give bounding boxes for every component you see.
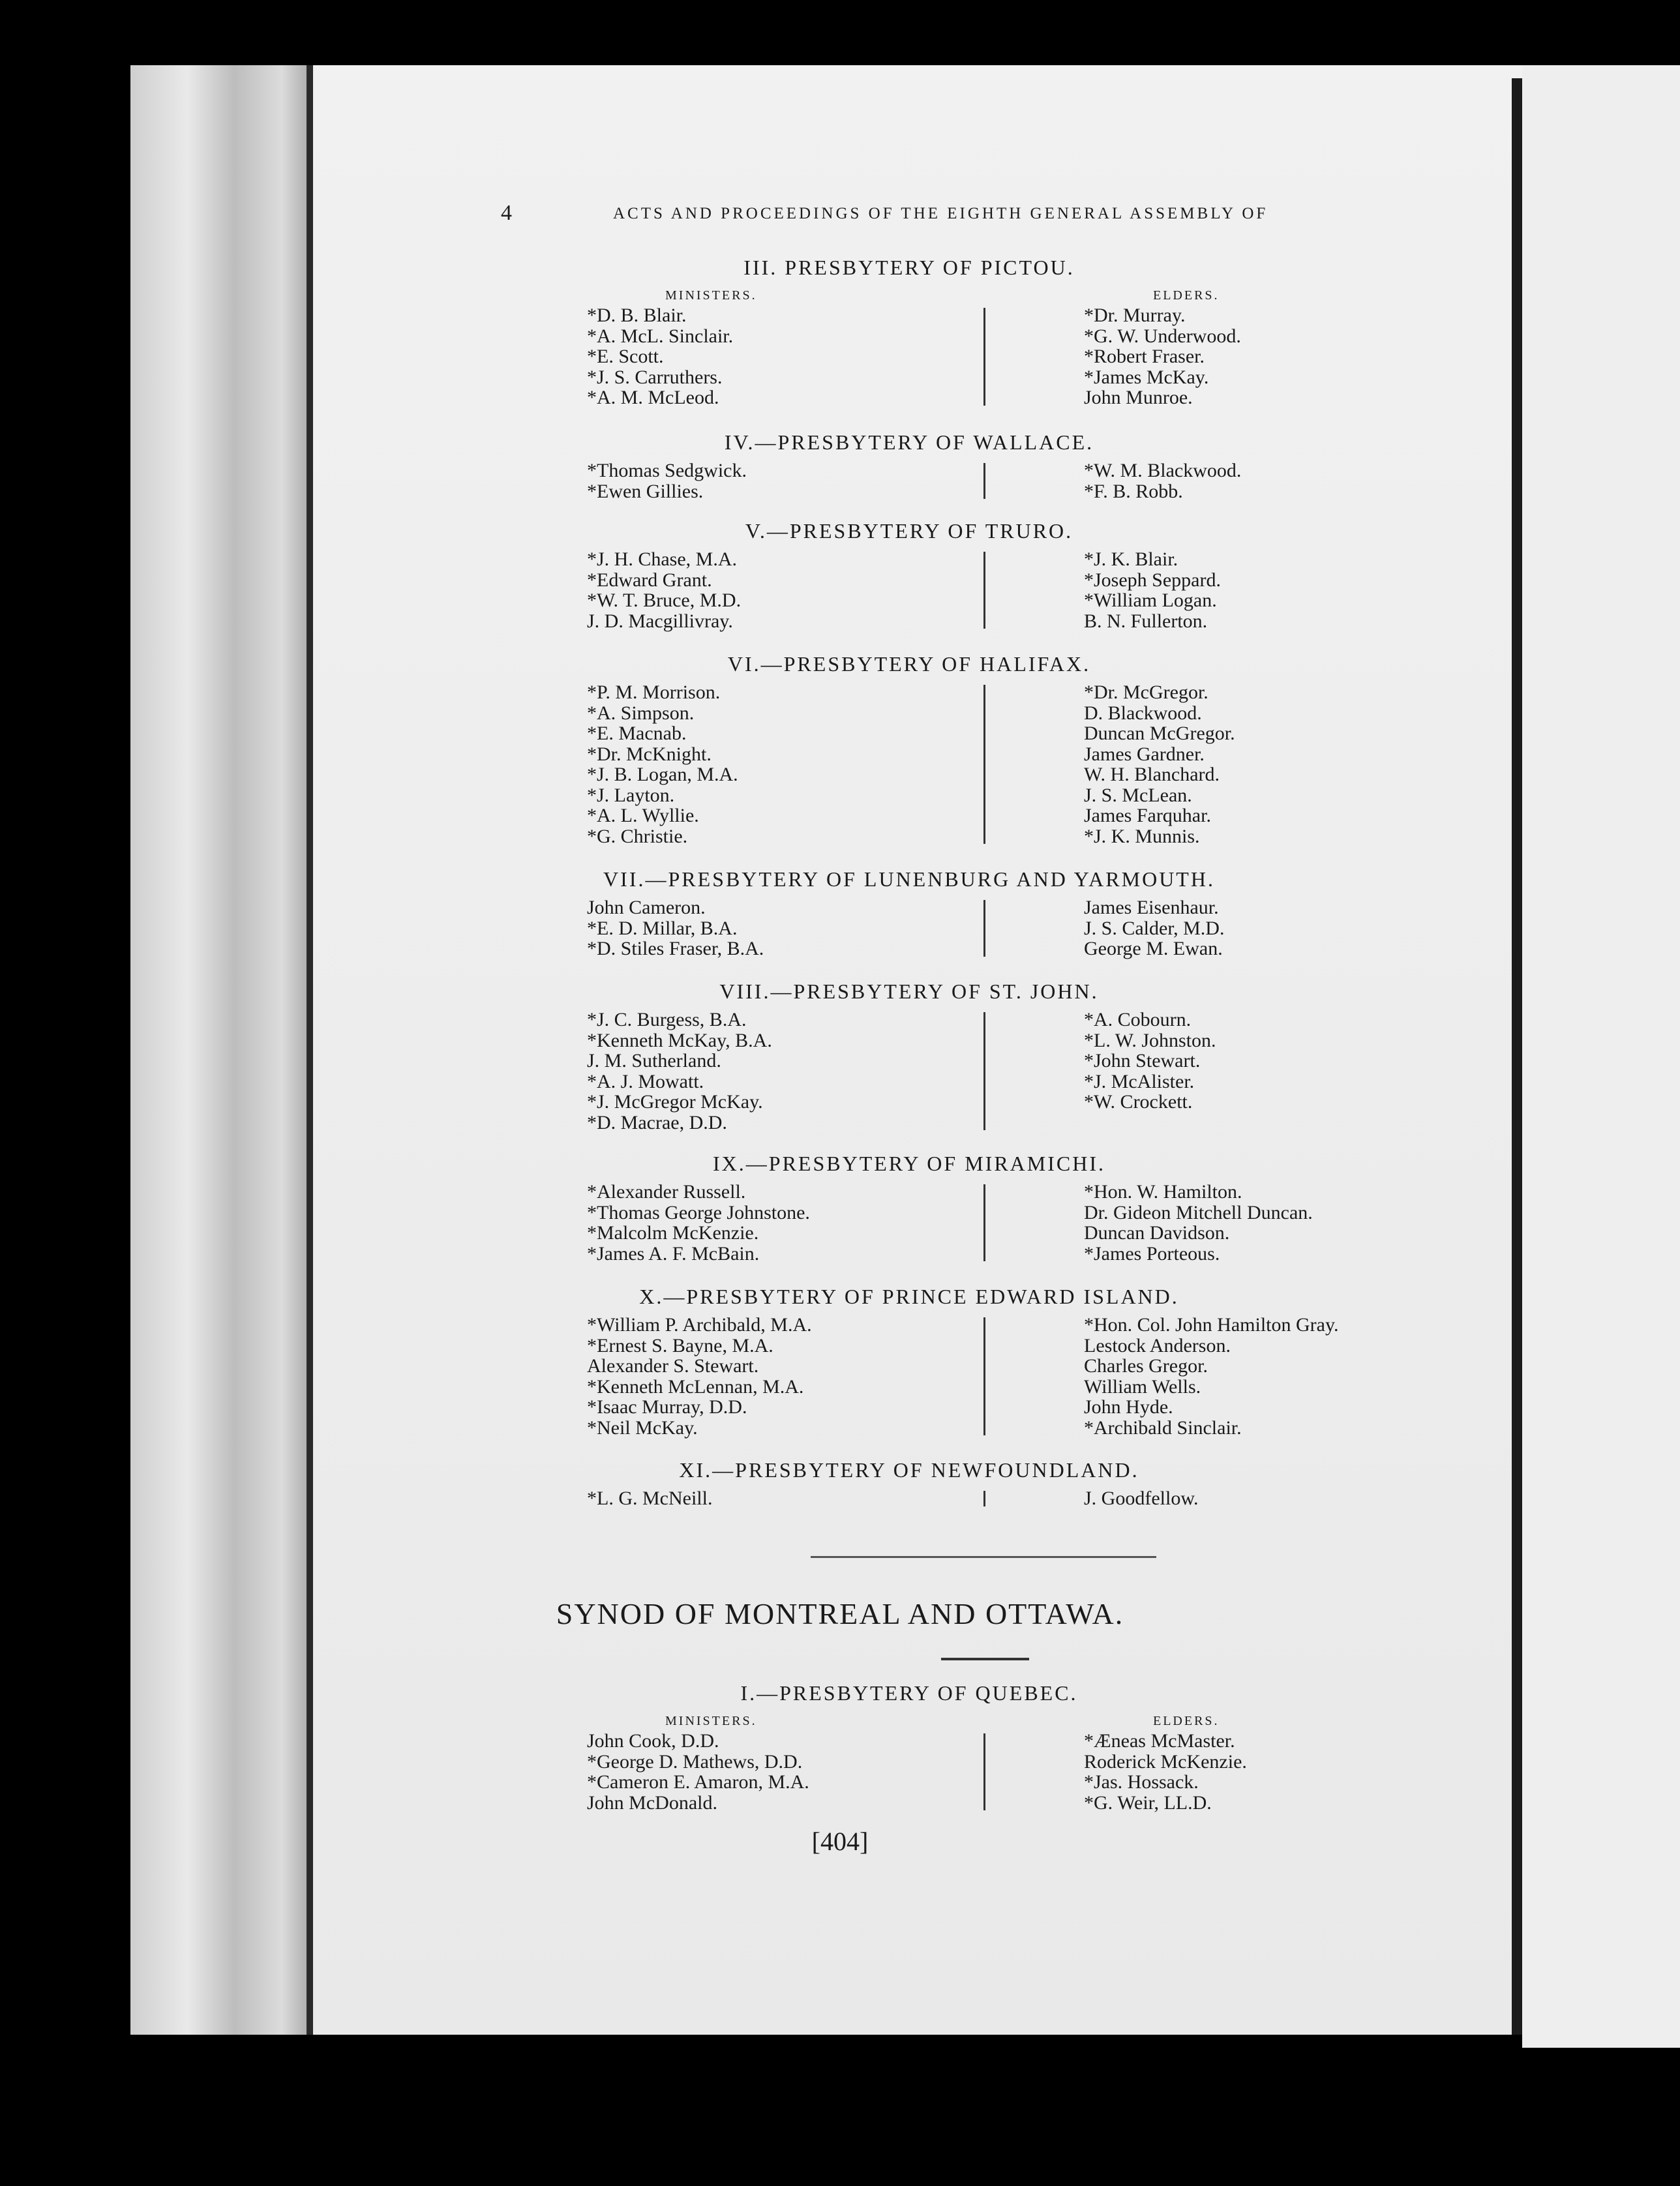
minister-name: *L. G. McNeill.: [587, 1488, 713, 1509]
minister-name: *Neil McKay.: [587, 1416, 698, 1439]
minister-name: *A. J. Mowatt.: [587, 1070, 704, 1092]
elder-name: *J. K. Blair.: [1084, 548, 1178, 570]
minister-name: *J. S. Carruthers.: [587, 366, 723, 388]
minister-name: Alexander S. Stewart.: [587, 1355, 759, 1377]
ministers-column-heading: MINISTERS.: [665, 1714, 757, 1728]
minister-name: *Malcolm McKenzie.: [587, 1222, 759, 1244]
minister-name: *J. McGregor McKay.: [587, 1091, 763, 1113]
ministers-column-heading: MINISTERS.: [665, 288, 757, 303]
elder-name: *W. Crockett.: [1084, 1091, 1193, 1113]
minister-name: *Kenneth McLennan, M.A.: [587, 1375, 804, 1398]
presbytery-title: III. PRESBYTERY OF PICTOU.: [743, 256, 1075, 279]
elder-name: *G. W. Underwood.: [1084, 325, 1241, 347]
elder-name: Duncan McGregor.: [1084, 723, 1235, 744]
minister-name: *Ewen Gillies.: [587, 480, 704, 502]
elder-name: *Hon. W. Hamilton.: [1084, 1181, 1242, 1203]
minister-name: *Alexander Russell.: [587, 1181, 746, 1203]
minister-name: *James A. F. McBain.: [587, 1242, 760, 1265]
elder-name: *Jas. Hossack.: [1084, 1771, 1199, 1793]
minister-name: John Cameron.: [587, 897, 706, 918]
minister-name: *A. Simpson.: [587, 702, 695, 724]
minister-name: *A. L. Wyllie.: [587, 805, 699, 826]
presbytery-title: IV.—PRESBYTERY OF WALLACE.: [724, 430, 1094, 454]
minister-name: *P. M. Morrison.: [587, 681, 721, 703]
presbytery-title: VIII.—PRESBYTERY OF ST. JOHN.: [719, 980, 1099, 1003]
minister-name: *J. C. Burgess, B.A.: [587, 1009, 747, 1030]
elders-column-heading: ELDERS.: [1153, 1714, 1220, 1728]
elder-name: *James McKay.: [1084, 366, 1209, 388]
elder-name: James Eisenhaur.: [1084, 897, 1219, 918]
elder-name: *A. Cobourn.: [1084, 1009, 1192, 1030]
elder-name: *Joseph Seppard.: [1084, 569, 1221, 591]
minister-name: *G. Christie.: [587, 825, 688, 847]
elder-name: *F. B. Robb.: [1084, 480, 1183, 502]
elder-name: *J. K. Munnis.: [1084, 825, 1200, 847]
minister-name: *Cameron E. Amaron, M.A.: [587, 1771, 809, 1793]
minister-name: John McDonald.: [587, 1791, 717, 1814]
elder-name: D. Blackwood.: [1084, 702, 1202, 724]
elder-name: John Munroe.: [1084, 387, 1193, 408]
presbytery-title: I.—PRESBYTERY OF QUEBEC.: [740, 1681, 1078, 1705]
elder-name: Duncan Davidson.: [1084, 1222, 1230, 1244]
minister-name: *D. Macrae, D.D.: [587, 1111, 727, 1133]
elder-name: *Dr. Murray.: [1084, 305, 1186, 326]
minister-name: *Thomas Sedgwick.: [587, 460, 747, 481]
minister-name: John Cook, D.D.: [587, 1730, 719, 1752]
elder-name: Lestock Anderson.: [1084, 1334, 1231, 1356]
elder-name: *W. M. Blackwood.: [1084, 460, 1242, 481]
column-divider: [983, 1733, 985, 1810]
minister-name: *Dr. McKnight.: [587, 743, 712, 765]
elder-name: *Dr. McGregor.: [1084, 681, 1208, 703]
minister-name: *J. Layton.: [587, 784, 675, 806]
minister-name: *Ernest S. Bayne, M.A.: [587, 1334, 773, 1356]
presbytery-title: V.—PRESBYTERY OF TRURO.: [745, 519, 1073, 543]
elder-name: Dr. Gideon Mitchell Duncan.: [1084, 1201, 1313, 1223]
minister-name: *Isaac Murray, D.D.: [587, 1396, 747, 1418]
elder-name: *John Stewart.: [1084, 1050, 1201, 1071]
minister-name: *A. McL. Sinclair.: [587, 325, 734, 347]
elder-name: John Hyde.: [1084, 1396, 1173, 1418]
presbytery-title: X.—PRESBYTERY OF PRINCE EDWARD ISLAND.: [639, 1285, 1179, 1308]
minister-name: J. M. Sutherland.: [587, 1050, 721, 1071]
presbytery-title: VII.—PRESBYTERY OF LUNENBURG AND YARMOUTH.: [603, 867, 1215, 891]
elder-name: James Gardner.: [1084, 743, 1205, 765]
minister-name: *E. Scott.: [587, 346, 664, 367]
elders-list: [1084, 1731, 1247, 1813]
elder-name: James Farquhar.: [1084, 805, 1211, 826]
presbytery-title: VI.—PRESBYTERY OF HALIFAX.: [727, 652, 1091, 676]
elder-name: J. Goodfellow.: [1084, 1488, 1199, 1509]
elder-name: *Robert Fraser.: [1084, 346, 1205, 367]
elder-name: W. H. Blanchard.: [1084, 764, 1220, 785]
minister-name: *Thomas George Johnstone.: [587, 1201, 810, 1223]
minister-name: *Edward Grant.: [587, 569, 712, 591]
elder-name: Charles Gregor.: [1084, 1355, 1208, 1377]
elder-name: Roderick McKenzie.: [1084, 1750, 1247, 1773]
minister-name: *D. Stiles Fraser, B.A.: [587, 938, 764, 959]
minister-name: *Kenneth McKay, B.A.: [587, 1029, 772, 1051]
elder-name: William Wells.: [1084, 1375, 1201, 1398]
presbytery-title: XI.—PRESBYTERY OF NEWFOUNDLAND.: [679, 1458, 1139, 1482]
elder-name: *William Logan.: [1084, 590, 1217, 611]
elder-name: B. N. Fullerton.: [1084, 610, 1208, 632]
elder-name: *J. McAlister.: [1084, 1070, 1195, 1092]
ministers-list: [587, 1731, 809, 1813]
elder-name: *G. Weir, LL.D.: [1084, 1791, 1212, 1814]
page-reference: [404]: [811, 1827, 869, 1856]
elder-name: *Archibald Sinclair.: [1084, 1416, 1242, 1439]
minister-name: *William P. Archibald, M.A.: [587, 1314, 812, 1336]
elder-name: J. S. Calder, M.D.: [1084, 917, 1225, 939]
elder-name: *L. W. Johnston.: [1084, 1029, 1216, 1051]
elder-name: *James Porteous.: [1084, 1242, 1220, 1265]
page-number: 4: [501, 201, 512, 225]
minister-name: *E. Macnab.: [587, 723, 687, 744]
running-title: ACTS AND PROCEEDINGS OF THE EIGHTH GENERAL ASSEMBLY OF: [613, 205, 1268, 222]
minister-name: *George D. Mathews, D.D.: [587, 1750, 803, 1773]
elders-column-heading: ELDERS.: [1153, 288, 1220, 303]
minister-name: *D. B. Blair.: [587, 305, 687, 326]
presbytery-title: IX.—PRESBYTERY OF MIRAMICHI.: [713, 1152, 1105, 1175]
minister-name: *W. T. Bruce, M.D.: [587, 590, 742, 611]
minister-name: *A. M. McLeod.: [587, 387, 719, 408]
elder-name: *Æneas McMaster.: [1084, 1730, 1235, 1752]
elder-name: J. S. McLean.: [1084, 784, 1192, 806]
elder-name: George M. Ewan.: [1084, 938, 1223, 959]
elder-name: *Hon. Col. John Hamilton Gray.: [1084, 1314, 1339, 1336]
minister-name: *E. D. Millar, B.A.: [587, 917, 738, 939]
synod-title: SYNOD OF MONTREAL AND OTTAWA.: [556, 1597, 1124, 1630]
minister-name: *J. H. Chase, M.A.: [587, 548, 737, 570]
minister-name: J. D. Macgillivray.: [587, 610, 733, 632]
minister-name: *J. B. Logan, M.A.: [587, 764, 738, 785]
